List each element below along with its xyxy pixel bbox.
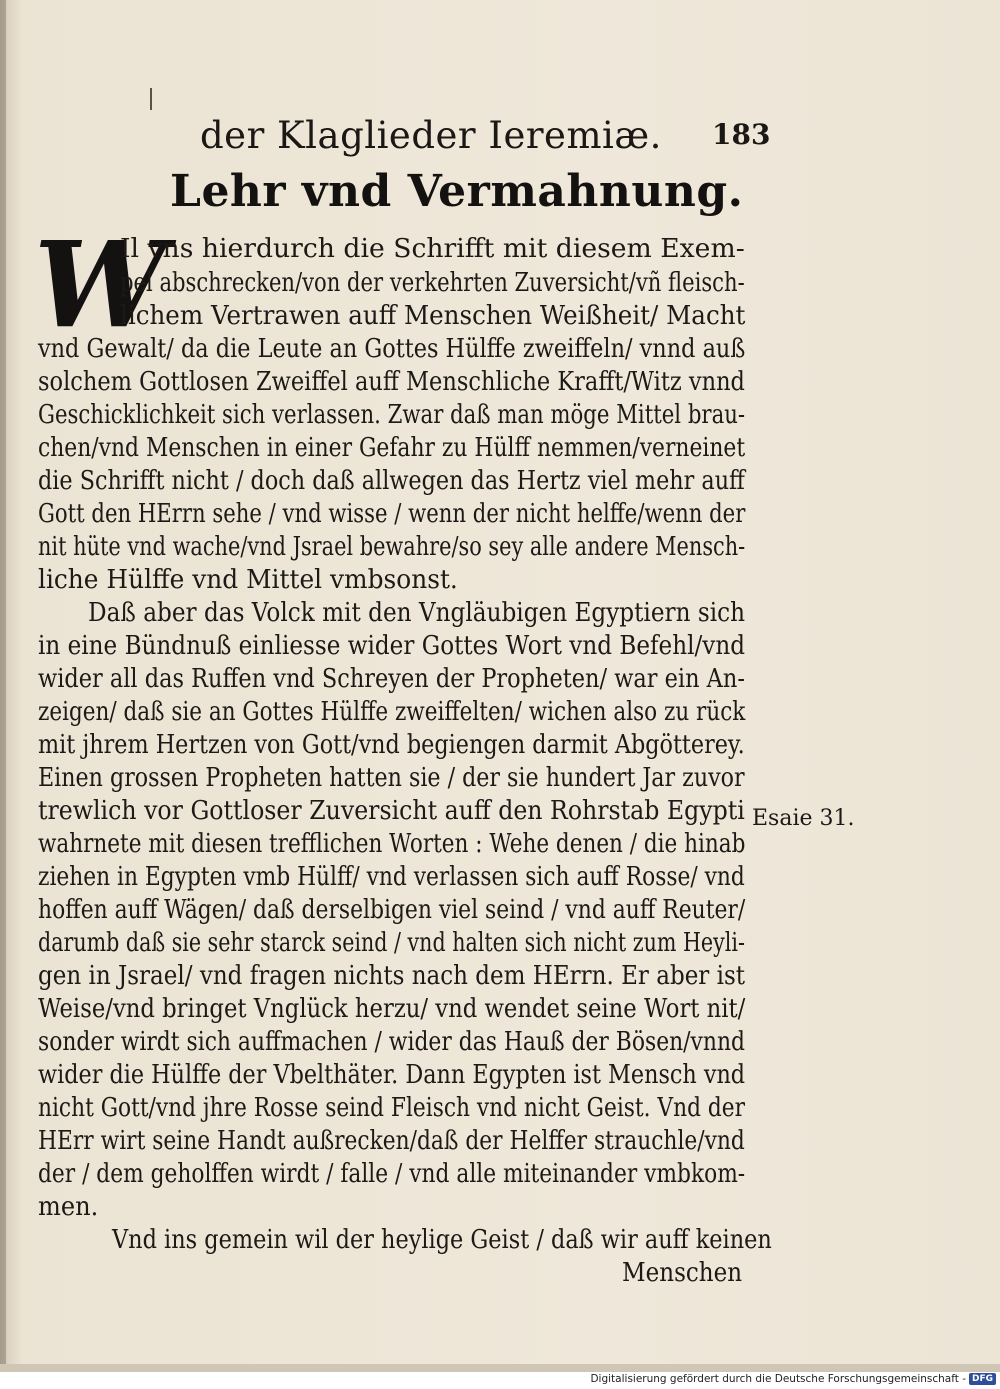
text-line: trewlich vor Gottloser Zuversicht auff den Rohrstab Egypti [38, 795, 745, 826]
text-line: Einen grossen Propheten hatten sie / der sie hundert Jar zuvor [38, 762, 745, 793]
dfg-logo: DFG [969, 1373, 996, 1385]
text-line: die Schrifft nicht / doch daß allwegen das Hertz viel mehr auff [38, 465, 745, 496]
text-line: nicht Gott/vnd jhre Rosse seind Fleisch vnd nicht Geist. Vnd der [38, 1092, 746, 1123]
text-line: nit hüte vnd wache/vnd Jsrael bewahre/so sey alle andere Mensch- [38, 531, 746, 562]
text-line: pel abschrecken/von der verkehrten Zuversicht/vñ fleisch- [120, 267, 745, 298]
text-line: HErr wirt seine Handt außrecken/daß der Helffer strauchle/vnd [38, 1125, 745, 1156]
text-line: in eine Bündnuß einliesse wider Gottes Wort vnd Befehl/vnd [38, 630, 745, 661]
text-line: wahrnete mit diesen trefflichen Worten : Wehe denen / die hinab [38, 828, 746, 859]
running-head: der Klaglieder Ieremiæ. [200, 114, 662, 157]
text-line: lichem Vertrawen auff Menschen Weißheit/ Macht [120, 300, 746, 331]
text-line: solchem Gottlosen Zweiffel auff Menschliche Krafft/Witz vnnd [38, 366, 745, 397]
text-line: zeigen/ daß sie an Gottes Hülffe zweiffelten/ wichen also zu rück [38, 696, 746, 727]
text-line: Menschen [622, 1257, 743, 1288]
text-line: Daß aber das Volck mit den Vngläubigen Egyptiern sich [88, 597, 746, 628]
text-line: vnd Gewalt/ da die Leute an Gottes Hülffe zweiffeln/ vnnd auß [38, 333, 746, 364]
text-line: wider die Hülffe der Vbelthäter. Dann Egypten ist Mensch vnd [38, 1059, 746, 1090]
page-number: 183 [712, 118, 771, 151]
text-line: darumb daß sie sehr starck seind / vnd halten sich nicht zum Heyli- [38, 927, 745, 958]
text-line: Geschicklichkeit sich verlassen. Zwar daß man möge Mittel brau- [38, 399, 746, 430]
footer-credit [590, 1373, 996, 1385]
text-line: chen/vnd Menschen in einer Gefahr zu Hülff nemmen/verneinet [38, 432, 746, 463]
text-line: sonder wirdt sich auffmachen / wider das Hauß der Bösen/vnnd [38, 1026, 745, 1057]
text-line: Gott den HErrn sehe / vnd wisse / wenn der nicht helffe/wenn der [38, 498, 746, 529]
section-title: Lehr vnd Vermahnung. [170, 166, 744, 217]
page-edge-shadow [0, 0, 6, 1372]
text-line: Weise/vnd bringet Vnglück herzu/ vnd wendet seine Wort nit/ [38, 993, 746, 1024]
text-line: Il vns hierdurch die Schrifft mit diesem Exem- [120, 233, 745, 264]
text-line: men. [38, 1191, 99, 1222]
margin-note: Esaie 31. [752, 806, 855, 831]
text-line: liche Hülffe vnd Mittel vmbsonst. [38, 564, 458, 595]
text-line: hoffen auff Wägen/ daß derselbigen viel seind / vnd auff Reuter/ [38, 894, 746, 925]
footer-text: Digitalisierung gefördert durch die Deutsche Forschungsgemeinschaft - [590, 1373, 966, 1385]
text-line: mit jhrem Hertzen von Gott/vnd begiengen darmit Abgötterey. [38, 729, 745, 760]
text-line: Vnd ins gemein wil der heylige Geist / daß wir auff keinen [112, 1224, 772, 1255]
page-bottom-edge [0, 1364, 1000, 1372]
text-line: gen in Jsrael/ vnd fragen nichts nach dem HErrn. Er aber ist [38, 960, 746, 991]
ink-mark [150, 88, 152, 110]
text-line: der / dem geholffen wirdt / falle / vnd alle miteinander vmbkom- [38, 1158, 746, 1189]
text-line: wider all das Ruffen vnd Schreyen der Propheten/ war ein An- [38, 663, 745, 694]
drop-cap-initial: W [34, 215, 167, 354]
text-line: ziehen in Egypten vmb Hülff/ vnd verlassen sich auff Rosse/ vnd [38, 861, 745, 892]
